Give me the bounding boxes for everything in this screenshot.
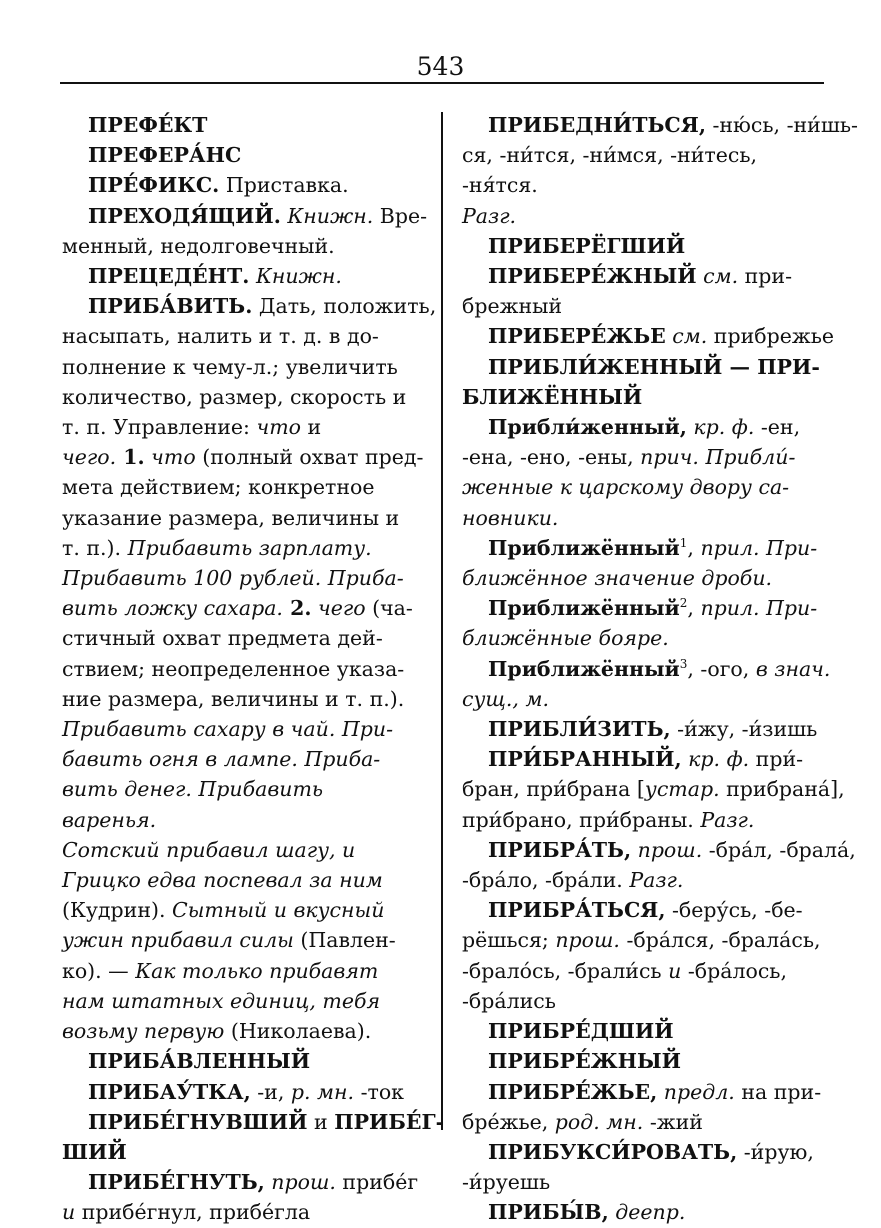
entry-line: ПРИБРА́ТЬСЯ, -беру́сь, -бе- (488, 898, 803, 923)
text-line: мета действием; конкретное (62, 475, 375, 500)
text-line: Прибавить 100 рублей. Приба- (62, 566, 404, 591)
text-line: указание размера, величины и (62, 505, 400, 530)
text-line: нам штатных единиц, тебя (62, 988, 381, 1013)
text-line: -и́руешь (462, 1170, 551, 1195)
entry-line: ПРИБРЕ́ЖЬЕ, предл. на при- (488, 1079, 822, 1104)
text-line: ствием; неопределенное указа- (62, 656, 405, 681)
text-line: при́брано, при́браны. Разг. (462, 807, 755, 832)
entry-line: ПРЕФЕ́КТ (88, 113, 208, 137)
text-line: полнение к чему-л.; увеличить (62, 354, 398, 379)
text-line: (Кудрин). Сытный и вкусный (62, 898, 385, 923)
text-line: т. п.). Прибавить зарплату. (62, 535, 372, 560)
text-line: -брало́сь, -брали́сь и -бра́лось, (462, 958, 787, 983)
entry-line: ПРИБЛИ́ЗИТЬ, -и́жу, -и́зишь (488, 717, 818, 742)
entry-line: ПРИБЕ́ГНУТЬ, прош. прибе́г (88, 1170, 419, 1195)
text-line: женные к царскому двору са- (462, 475, 790, 500)
text-line: чего. 1. что (полный охват пред- (62, 445, 424, 470)
text-line: -бра́лись (462, 988, 556, 1013)
text-line: сущ., м. (462, 686, 549, 711)
text-line: Грицко едва поспевал за ним (62, 868, 383, 893)
entry-line: ПРЕФЕРА́НС (88, 143, 242, 168)
text-line: ШИЙ (62, 1139, 127, 1164)
text-line: бран, при́брана [устар. прибрана́], (462, 777, 845, 802)
text-line: стичный охват предмета дей- (62, 626, 383, 651)
text-line: вить денег. Прибавить варенья. (62, 777, 324, 832)
text-line: -ена, -ено, -ены, прич. Прибли́- (462, 445, 796, 470)
text-line: ко). — Как только прибавят (62, 958, 379, 983)
entry-line: ПРИБЛИ́ЖЕННЫЙ — ПРИ- (488, 354, 820, 379)
entry-line: ПРИБА́ВЛЕННЫЙ (88, 1049, 311, 1074)
text-line: рёшься; прош. -бра́лся, -брала́сь, (462, 928, 821, 953)
entry-line: ПРИБЕ́ГНУВШИЙ и ПРИБЕ́Г- (88, 1109, 445, 1134)
entry-line: ПРИБЕРЕ́ЖЬЕ см. прибрежье (488, 324, 834, 349)
text-line: БЛИЖЁННЫЙ (462, 384, 643, 409)
entry-line: Приближённый$^1$, прил. При- (488, 535, 818, 560)
text-line: бре́жье, род. мн. -жий (462, 1109, 703, 1134)
text-line: новники. (462, 505, 559, 530)
text-line: вить ложку сахара. 2. чего (ча- (62, 596, 413, 621)
entry-line: Приближённый$^3$, -ого, в знач. (488, 656, 831, 681)
column-divider (441, 112, 443, 1130)
text-line: насыпать, налить и т. д. в до- (62, 324, 379, 349)
text-line: количество, размер, скорость и (62, 384, 407, 409)
text-line: и прибе́гнул, прибе́гла (62, 1200, 311, 1225)
text-line: т. п. Управление: что и (62, 415, 322, 440)
entry-line: Прибли́женный, кр. ф. -ен, (488, 415, 801, 440)
entry-line: ПРИБЕРЁГШИЙ (488, 233, 686, 258)
text-line: менный, недолговечный. (62, 233, 335, 258)
right-column (462, 110, 858, 1228)
entry-line: ПРИБУКСИ́РОВАТЬ, -и́рую, (488, 1139, 814, 1164)
text-line: Сотский прибавил шагу, и (62, 837, 356, 862)
text-line: -бра́ло, -бра́ли. Разг. (462, 868, 684, 893)
entry-line: ПРИБРЕ́ДШИЙ (488, 1019, 674, 1044)
text-line: ся, -ни́тся, -ни́мся, -ни́тесь, -ня́тся. (462, 143, 758, 198)
text-line: ближённое значение дроби. (462, 566, 773, 591)
page-number: 543 (416, 52, 465, 81)
text-line: Прибавить сахару в чай. При- (62, 717, 393, 742)
text-line: ближённые бояре. (462, 626, 669, 651)
text-line: брежный (462, 294, 563, 319)
left-column (62, 110, 445, 1228)
entry-line: ПРИБРЕ́ЖНЫЙ (488, 1049, 681, 1074)
header-rule (60, 82, 824, 84)
text-line: ужин прибавил силы (Павлен- (62, 928, 396, 953)
entry-line: ПРЕХОДЯ́ЩИЙ. Книжн. Вре- (88, 203, 428, 228)
entry-line: ПРИ́БРАННЫЙ, кр. ф. при́- (488, 747, 804, 772)
text-line: ние размера, величины и т. п.). (62, 686, 405, 711)
entry-line: ПРИБЫ́В, деепр. (488, 1200, 686, 1225)
entry-line: ПРИБАУ́ТКА, -и, р. мн. -ток (88, 1079, 404, 1104)
entry-line: ПРИБА́ВИТЬ. Дать, положить, (88, 294, 437, 319)
entry-line: ПРЕ́ФИКС. Приставка. (88, 173, 349, 198)
text-line: возьму первую (Николаева). (62, 1019, 372, 1044)
entry-line: ПРЕЦЕДЕ́НТ. Книжн. (88, 264, 342, 289)
entry-line: ПРИБЕРЕ́ЖНЫЙ см. при- (488, 264, 793, 289)
entry-line: ПРИБРА́ТЬ, прош. -бра́л, -брала́, (488, 837, 856, 862)
text-line: Разг. (462, 203, 517, 228)
text-line: бавить огня в лампе. Приба- (62, 747, 381, 772)
entry-line: ПРИБЕДНИ́ТЬСЯ, -ню́сь, -ни́шь- (488, 113, 858, 137)
entry-line: Приближённый$^2$, прил. При- (488, 596, 818, 621)
